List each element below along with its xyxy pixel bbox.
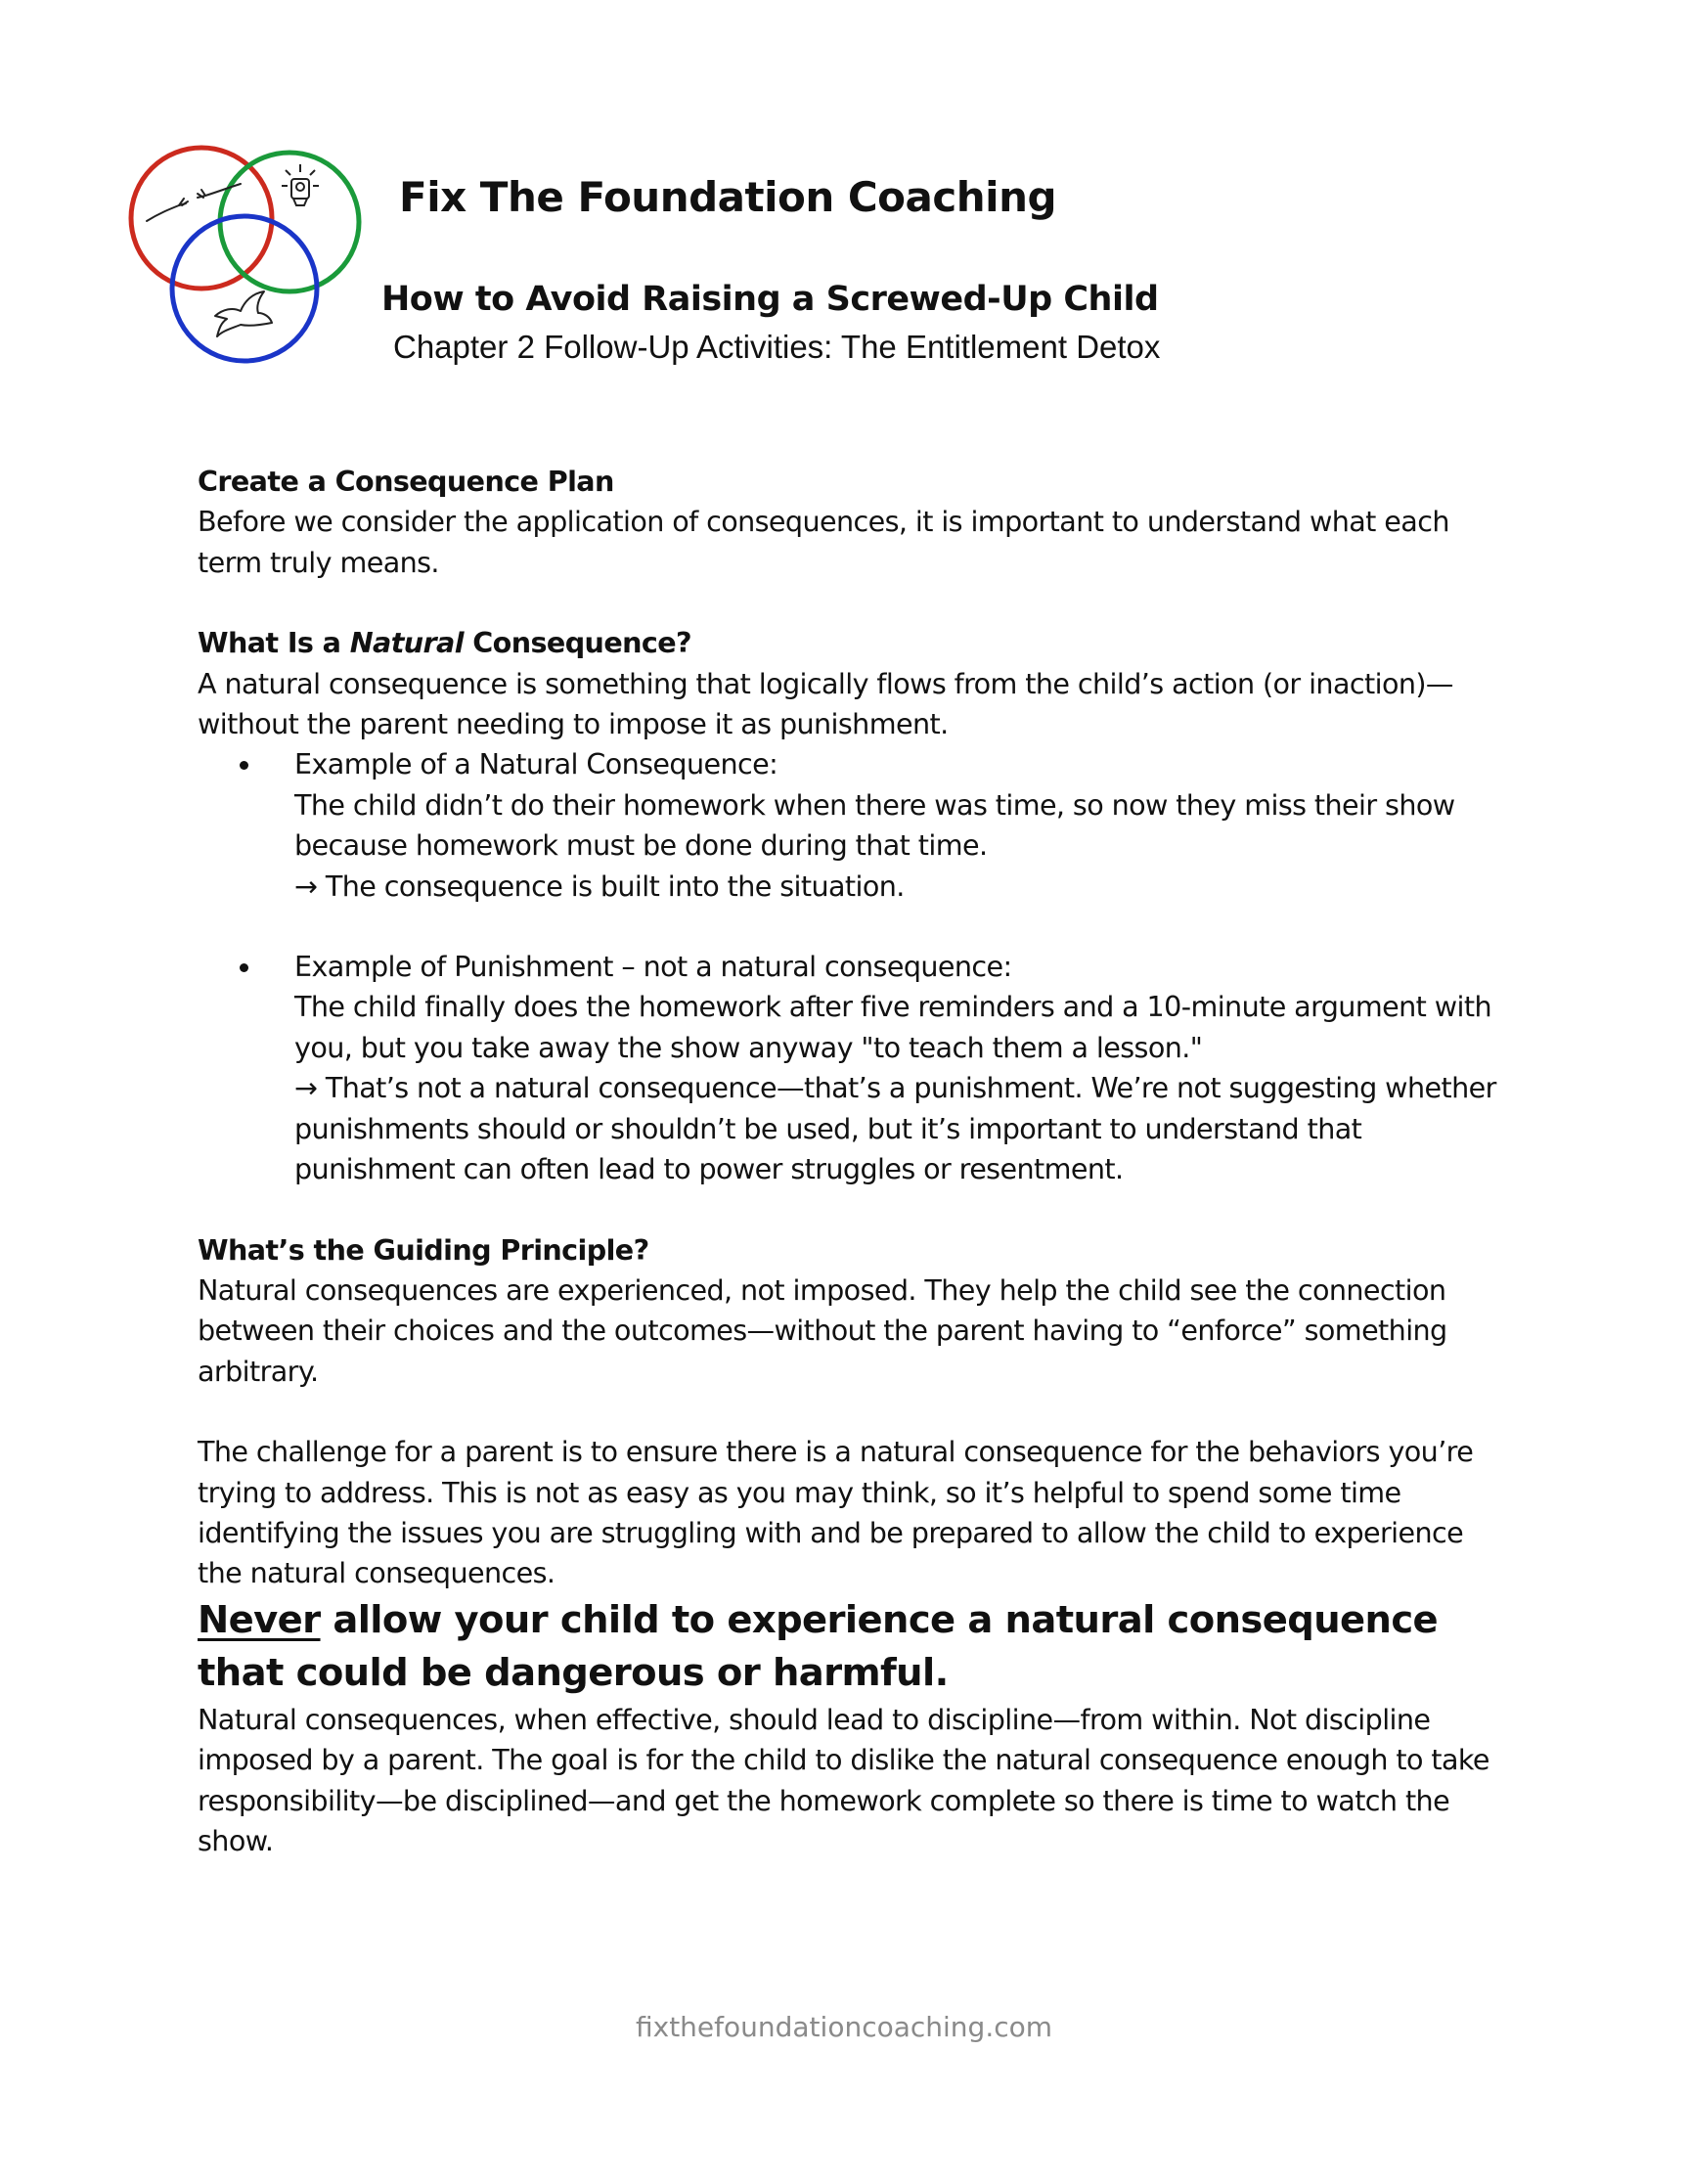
hands-reaching-icon <box>147 184 241 221</box>
list-item <box>198 947 1498 1189</box>
dove-icon <box>215 291 272 336</box>
lamp-icon <box>282 164 319 205</box>
example-note: → That’s not a natural consequence—that’s a punishment. We’re not suggesting whether punishments should or shouldn’t be used, but it’s important to understand that punishment can often lead to power struggles or resentment. <box>294 1071 1496 1186</box>
chapter-subtitle: Chapter 2 Follow-Up Activities: The Entitlement Detox <box>393 329 1161 365</box>
heading-italic: Natural <box>349 626 464 660</box>
book-title: How to Avoid Raising a Screwed-Up Child <box>381 280 1159 319</box>
brand-logo <box>125 145 368 368</box>
bullet-icon <box>240 761 248 770</box>
example-title: Example of a Natural Consequence: <box>294 747 778 781</box>
example-title: Example of Punishment – not a natural consequence: <box>294 950 1012 984</box>
section-body-challenge: The challenge for a parent is to ensure there is a natural consequence for the behaviors you’re trying to address. This is not as easy as you may think, so it’s helpful to spend some time identifying the issues you are struggling with and be prepared to allow the child to experience the natural consequences. <box>198 1435 1474 1590</box>
footer-url: fixthefoundationcoaching.com <box>635 2011 1053 2043</box>
section-body-principle: Natural consequences are experienced, not imposed. They help the child see the connection between their choices and the outcomes—without the parent having to “enforce” something arbitrary. <box>198 1272 1447 1388</box>
heading-prefix: What Is a <box>198 626 350 660</box>
example-note: → The consequence is built into the situation. <box>294 869 905 903</box>
list-item <box>198 744 1498 907</box>
warning-emphasis: Never <box>198 1597 321 1642</box>
section-body-natural: A natural consequence is something that logically flows from the child’s action (or inaction)—without the parent needing to impose it as punishment. <box>198 666 1453 741</box>
closing-paragraph: Natural consequences, when effective, should lead to discipline—from within. Not discipline imposed by a parent. The goal is for the child to dislike the natural consequence enough to take responsibility—be disciplined—and get the homework complete so there is time to watch the show. <box>198 1702 1489 1857</box>
safety-warning <box>198 1594 1498 1700</box>
section-heading-principle: What’s the Guiding Principle? <box>198 1232 649 1267</box>
document-body <box>198 462 1498 1861</box>
heading-suffix: Consequence? <box>463 626 691 660</box>
example-list <box>198 744 1498 1189</box>
section-body-plan: Before we consider the application of consequences, it is important to understand what each term truly means. <box>198 505 1449 579</box>
bullet-icon <box>240 963 248 972</box>
section-heading-plan: Create a Consequence Plan <box>198 465 614 498</box>
warning-text: allow your child to experience a natural consequence that could be dangerous or harmful. <box>198 1597 1439 1695</box>
section-heading-natural <box>198 623 1498 663</box>
example-text: The child didn’t do their homework when there was time, so now they miss their show because homework must be done during that time. <box>294 787 1455 863</box>
brand-name: Fix The Foundation Coaching <box>399 173 1057 221</box>
example-text: The child finally does the homework after five reminders and a 10-minute argument with you, but you take away the show anyway "to teach them a lesson." <box>294 990 1491 1064</box>
